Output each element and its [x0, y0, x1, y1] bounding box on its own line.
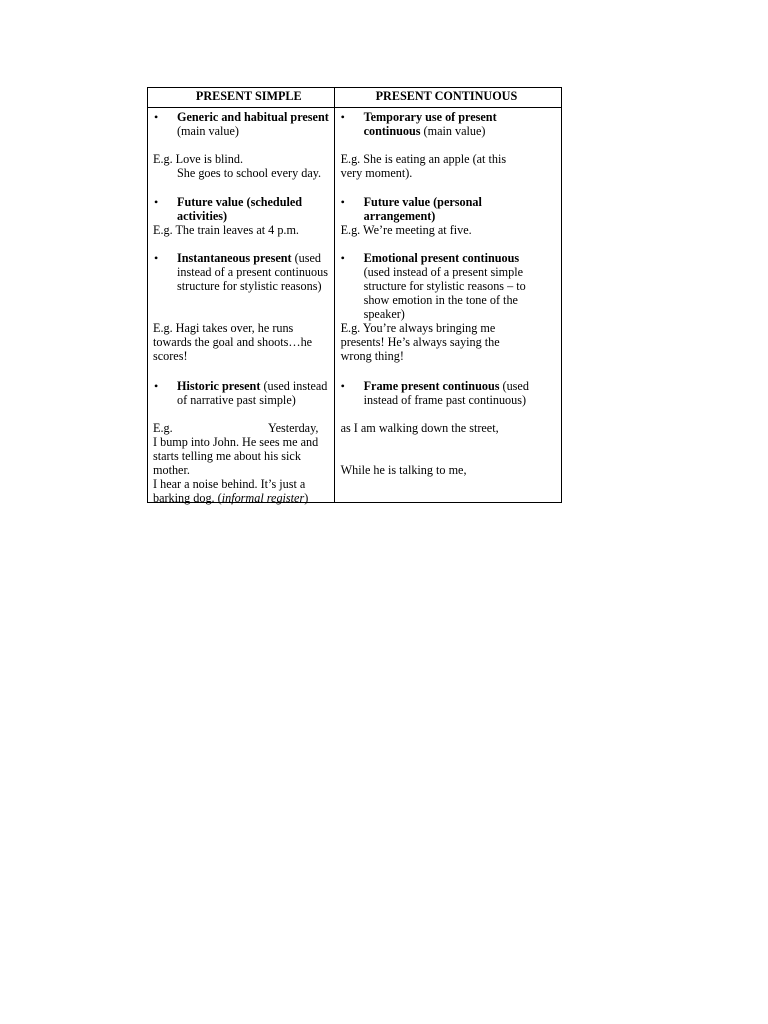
bullet-icon: •	[340, 110, 345, 124]
ps-historic-heading: Historic present (used instead of narrative past simple)	[177, 379, 328, 407]
bullet-icon: •	[154, 110, 159, 124]
ps-instantaneous-example: E.g. Hagi takes over, he runs towards the goal and shoots…he scores!	[153, 321, 313, 363]
pc-frame-example-2: While he is talking to me,	[340, 463, 467, 477]
bullet-icon: •	[154, 251, 159, 265]
bullet-icon: •	[340, 379, 345, 393]
pc-emotional-example: E.g. You’re always bringing me presents! He’s always saying the wrong thing!	[340, 321, 500, 363]
present-simple-column	[148, 108, 335, 503]
pc-frame-heading: Frame present continuous (used instead of frame past continuous)	[363, 379, 529, 407]
bullet-icon: •	[340, 251, 345, 265]
bullet-icon: •	[340, 195, 345, 209]
header-present-simple: PRESENT SIMPLE	[148, 88, 335, 108]
bullet-icon: •	[154, 195, 159, 209]
bullet-icon: •	[154, 379, 159, 393]
pc-temporary-heading: Temporary use of present continuous (main value)	[363, 110, 497, 138]
header-row	[148, 88, 562, 108]
ps-future-example: E.g. The train leaves at 4 p.m.	[153, 223, 299, 237]
pc-emotional-heading: Emotional present continuous (used instead of a present simple structure for stylistic reasons – to show emotion in the tone of the speaker)	[363, 251, 526, 321]
ps-future-heading: Future value (scheduled activities)	[177, 195, 303, 223]
content-row	[148, 108, 562, 503]
pc-future-example: E.g. We’re meeting at five.	[340, 223, 472, 237]
present-continuous-column	[334, 108, 561, 503]
pc-frame-example-1: as I am walking down the street,	[340, 421, 499, 435]
pc-temporary-example: E.g. She is eating an apple (at this very moment).	[340, 152, 507, 180]
ps-generic-heading: Generic and habitual present (main value)	[177, 110, 329, 138]
ps-instantaneous-heading: Instantaneous present (used instead of a present continuous structure for stylistic reasons)	[177, 251, 328, 293]
ps-historic-example: E.g. Yesterday, I bump into John. He sees me and starts telling me about his sick mother. I hear a noise behind. It’s just a barking dog. (informal register)	[153, 421, 319, 505]
grammar-table	[147, 87, 562, 503]
pc-future-heading: Future value (personal arrangement)	[363, 195, 482, 223]
ps-generic-example: E.g. Love is blind. She goes to school every day.	[153, 152, 322, 180]
header-present-continuous: PRESENT CONTINUOUS	[334, 88, 561, 108]
